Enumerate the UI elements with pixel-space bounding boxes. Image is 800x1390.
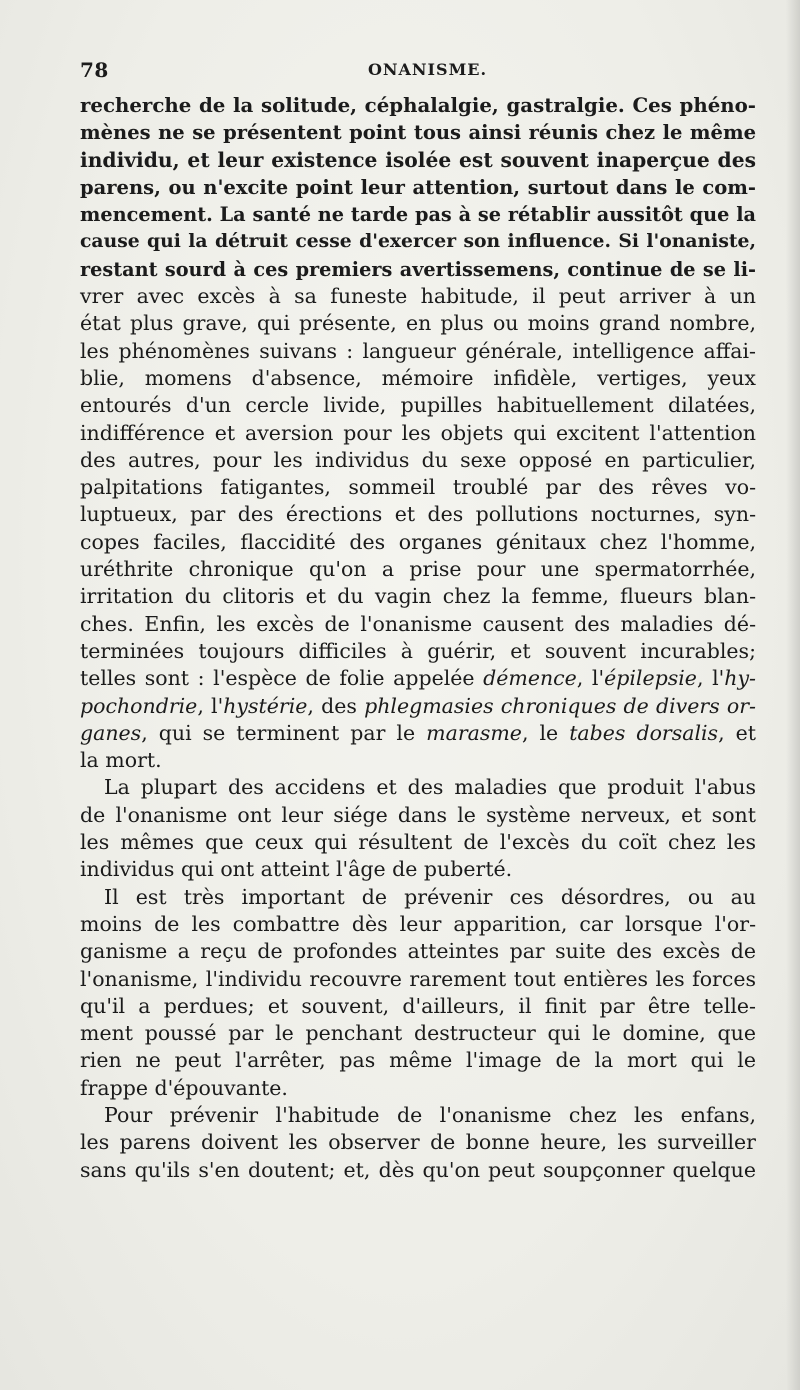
paragraph — [80, 1102, 756, 1184]
italic-term: phlegmasies chroniques de divers or- — [364, 693, 756, 718]
text-line — [80, 665, 756, 692]
text-line: copes faciles, flaccidité des organes génitaux chez l'homme, — [80, 529, 756, 554]
text-line: uréthrite chronique qu'on a prise pour une spermatorrhée, — [80, 557, 756, 582]
text-run: , qui se terminent par le — [141, 720, 427, 745]
italic-term: hy- — [724, 666, 756, 691]
text-line: sans qu'ils s'en doutent; et, dès qu'on peut soupçonner quelque — [80, 1157, 756, 1182]
text-line: rien ne peut l'arrêter, pas même l'image de la mort qui le — [80, 1048, 756, 1073]
body-text — [80, 92, 756, 1184]
text-line: irritation du clitoris et du vagin chez la femme, flueurs blan- — [80, 584, 756, 609]
text-line: qu'il a perdues; et souvent, d'ailleurs, il finit par être telle- — [80, 993, 756, 1018]
page-edge-shadow — [786, 0, 800, 1390]
text-line: ment poussé par le penchant destructeur qui le domine, que — [80, 1021, 756, 1046]
text-line: blie, momens d'absence, mémoire infidèle, vertiges, yeux — [80, 365, 756, 390]
italic-term: marasme — [426, 720, 522, 745]
text-line: de l'onanisme ont leur siége dans le système nerveux, et sont — [80, 802, 756, 827]
text-line: ches. Enfin, les excès de l'onanisme causent des maladies dé- — [80, 611, 756, 636]
text-line: restant sourd à ces premiers avertissemens, continue de se li- — [80, 257, 756, 281]
page-number: 78 — [80, 58, 109, 82]
text-run: , des — [307, 693, 365, 718]
text-run: , l' — [576, 666, 605, 691]
text-line: mènes ne se présentent point tous ainsi réunis chez le même — [80, 121, 756, 145]
text-line — [80, 693, 756, 720]
italic-term: épilepsie — [604, 666, 697, 691]
text-line: individu, et leur existence isolée est souvent inaperçue des — [80, 147, 756, 172]
running-title: ONANISME. — [367, 60, 488, 79]
text-line: des autres, pour les individus du sexe opposé en particulier, — [80, 447, 756, 472]
text-line: terminées toujours difficiles à guérir, et souvent incurables; — [80, 638, 756, 663]
text-run: telles sont : l'espèce de folie appelée — [80, 666, 484, 691]
text-line: mencement. La santé ne tarde pas à se rétablir aussitôt que la — [80, 203, 756, 227]
text-line: recherche de la solitude, céphalalgie, gastralgie. Ces phéno- — [80, 93, 756, 117]
italic-term: démence — [483, 666, 577, 691]
paragraph — [80, 774, 756, 883]
text-line: La plupart des accidens et des maladies que produit l'abus — [104, 775, 756, 800]
paragraph — [80, 884, 756, 1102]
text-line: ganisme a reçu de profondes atteintes par suite des excès de — [80, 939, 756, 964]
italic-term: hystérie — [223, 693, 308, 718]
text-line: parens, ou n'excite point leur attention, surtout dans le com- — [80, 175, 756, 199]
text-line: la mort. — [80, 748, 162, 773]
italic-term: ganes — [80, 720, 142, 745]
text-line: les phénomènes suivans : langueur générale, intelligence affai- — [80, 338, 756, 363]
text-line: luptueux, par des érections et des pollutions nocturnes, syn- — [80, 502, 756, 527]
text-line: Il est très important de prévenir ces désordres, ou au — [104, 884, 756, 909]
text-line: Pour prévenir l'habitude de l'onanisme chez les enfans, — [104, 1102, 756, 1127]
page-header — [80, 58, 755, 88]
italic-term: tabes dorsalis — [569, 720, 719, 745]
text-line: état plus grave, qui présente, en plus ou moins grand nombre, — [80, 311, 756, 336]
text-run: , le — [521, 720, 570, 745]
text-run: , et — [718, 720, 756, 745]
text-line: frappe d'épouvante. — [80, 1075, 288, 1100]
text-line: individus qui ont atteint l'âge de puberté. — [80, 857, 513, 882]
text-line: moins de les combattre dès leur apparition, car lorsque l'or- — [80, 911, 756, 936]
italic-term: pochondrie — [80, 693, 198, 718]
text-line: vrer avec excès à sa funeste habitude, il peut arriver à un — [80, 284, 756, 309]
text-line: cause qui la détruit cesse d'exercer son influence. Si l'onaniste, — [80, 230, 756, 253]
text-run: , l' — [696, 666, 725, 691]
paragraph — [80, 92, 756, 774]
text-run: , l' — [197, 693, 224, 718]
text-line — [80, 720, 756, 747]
text-line: les parens doivent les observer de bonne heure, les surveiller — [80, 1130, 756, 1155]
text-line: indifférence et aversion pour les objets qui excitent l'attention — [80, 420, 756, 445]
text-line: palpitations fatigantes, sommeil troublé par des rêves vo- — [80, 475, 756, 500]
text-line: entourés d'un cercle livide, pupilles habituellement dilatées, — [80, 393, 756, 418]
text-line: les mêmes que ceux qui résultent de l'excès du coït chez les — [80, 830, 756, 855]
text-line: l'onanisme, l'individu recouvre rarement tout entières les forces — [80, 966, 756, 991]
